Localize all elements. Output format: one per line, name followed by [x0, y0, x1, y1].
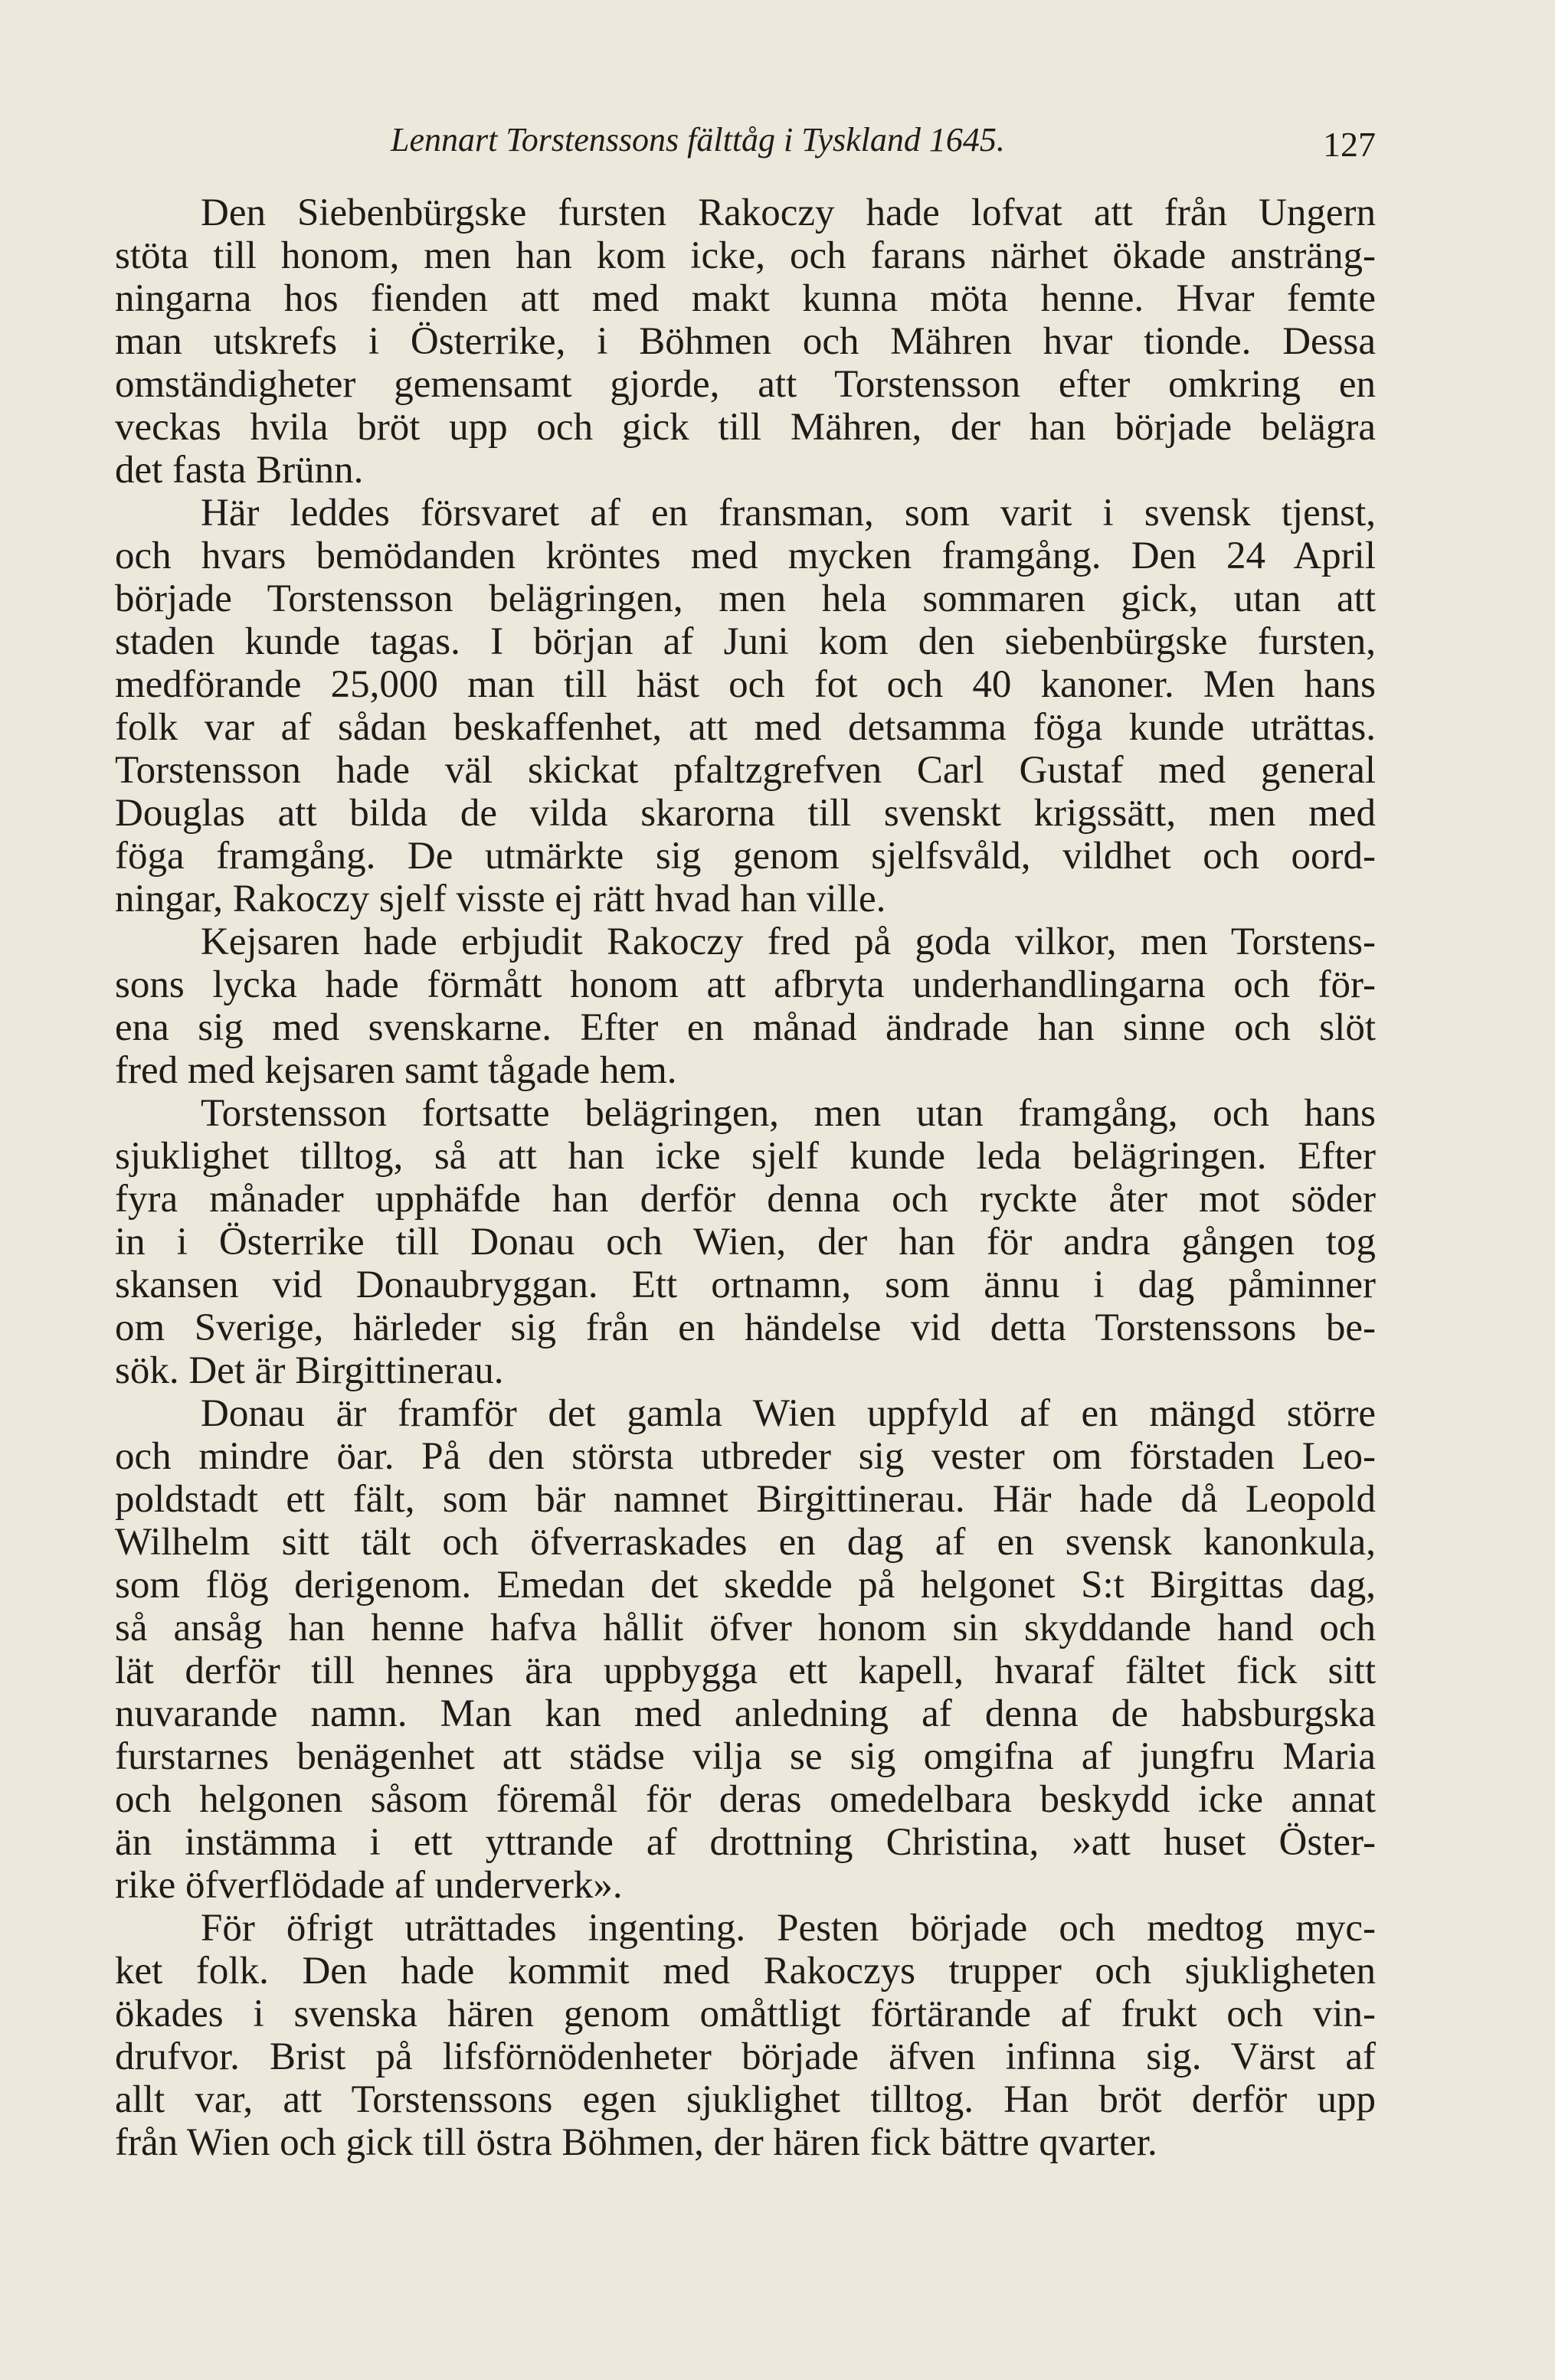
running-title: Lennart Torstenssons fälttåg i Tyskland 1645.	[391, 121, 1005, 159]
body-text	[115, 191, 1376, 2164]
text-line: Torstensson hade väl skickat pfaltzgrefven Carl Gustaf med general	[115, 749, 1376, 792]
text-line: lät derför till hennes ära uppbygga ett kapell, hvaraf fältet fick sitt	[115, 1649, 1376, 1692]
text-line: ningarna hos fienden att med makt kunna möta henne. Hvar femte	[115, 277, 1376, 320]
text-line: och helgonen såsom föremål för deras omedelbara beskydd icke annat	[115, 1778, 1376, 1821]
text-line: om Sverige, härleder sig från en händelse vid detta Torstenssons be-	[115, 1306, 1376, 1349]
page-header	[115, 113, 1376, 167]
page-number: 127	[1323, 125, 1376, 164]
text-line: furstarnes benägenhet att städse vilja se sig omgifna af jungfru Maria	[115, 1735, 1376, 1778]
text-line: Torstensson fortsatte belägringen, men utan framgång, och hans	[201, 1092, 1376, 1135]
paragraph	[115, 1392, 1376, 1907]
text-line: fyra månader upphäfde han derför denna och ryckte åter mot söder	[115, 1178, 1376, 1221]
text-line: som flög derigenom. Emedan det skedde på helgonet S:t Birgittas dag,	[115, 1564, 1376, 1607]
text-line: föga framgång. De utmärkte sig genom sjelfsvåld, vildhet och oord-	[115, 835, 1376, 878]
text-line: man utskrefs i Österrike, i Böhmen och Mähren hvar tionde. Dessa	[115, 320, 1376, 363]
text-line: medförande 25,000 man till häst och fot och 40 kanoner. Men hans	[115, 663, 1376, 706]
text-line: drufvor. Brist på lifsförnödenheter började äfven infinna sig. Värst af	[115, 2035, 1376, 2078]
text-line: nuvarande namn. Man kan med anledning af denna de habsburgska	[115, 1692, 1376, 1735]
text-line: sjuklighet tilltog, så att han icke sjelf kunde leda belägringen. Efter	[115, 1135, 1376, 1178]
text-line: skansen vid Donaubryggan. Ett ortnamn, som ännu i dag påminner	[115, 1264, 1376, 1306]
text-line: ökades i svenska hären genom omåttligt förtärande af frukt och vin-	[115, 1993, 1376, 2035]
text-line: veckas hvila bröt upp och gick till Mähren, der han började belägra	[115, 406, 1376, 449]
text-line: Douglas att bilda de vilda skarorna till svenskt krigssätt, men med	[115, 792, 1376, 835]
paragraph	[115, 1092, 1376, 1392]
text-line: stöta till honom, men han kom icke, och farans närhet ökade ansträng-	[115, 234, 1376, 277]
text-line: och hvars bemödanden kröntes med mycken framgång. Den 24 April	[115, 535, 1376, 577]
text-line: poldstadt ett fält, som bär namnet Birgittinerau. Här hade då Leopold	[115, 1478, 1376, 1521]
text-line: sök. Det är Birgittinerau.	[115, 1349, 504, 1392]
text-line: ena sig med svenskarne. Efter en månad ändrade han sinne och slöt	[115, 1006, 1376, 1049]
text-line: än instämma i ett yttrande af drottning Christina, »att huset Öster-	[115, 1821, 1376, 1864]
text-line: så ansåg han henne hafva hållit öfver honom sin skyddande hand och	[115, 1607, 1376, 1649]
text-line: började Torstensson belägringen, men hela sommaren gick, utan att	[115, 577, 1376, 620]
text-line: rike öfverflödade af underverk».	[115, 1864, 623, 1907]
text-line: från Wien och gick till östra Böhmen, der hären fick bättre qvarter.	[115, 2121, 1157, 2164]
text-line: det fasta Brünn.	[115, 449, 364, 492]
paragraph	[115, 920, 1376, 1092]
text-line: Donau är framför det gamla Wien uppfyld af en mängd större	[201, 1392, 1376, 1435]
text-line: fred med kejsaren samt tågade hem.	[115, 1049, 677, 1092]
text-line: Kejsaren hade erbjudit Rakoczy fred på goda vilkor, men Torstens-	[201, 920, 1376, 963]
text-line: Wilhelm sitt tält och öfverraskades en dag af en svensk kanonkula,	[115, 1521, 1376, 1564]
text-line: Den Siebenbürgske fursten Rakoczy hade lofvat att från Ungern	[201, 191, 1376, 234]
text-line: folk var af sådan beskaffenhet, att med detsamma föga kunde uträttas.	[115, 706, 1376, 749]
text-line: staden kunde tagas. I början af Juni kom den siebenbürgske fursten,	[115, 620, 1376, 663]
paragraph	[115, 492, 1376, 920]
text-line: ningar, Rakoczy sjelf visste ej rätt hvad han ville.	[115, 878, 886, 920]
text-line: omständigheter gemensamt gjorde, att Torstensson efter omkring en	[115, 363, 1376, 406]
paragraph	[115, 1907, 1376, 2164]
text-line: och mindre öar. På den största utbreder sig vester om förstaden Leo-	[115, 1435, 1376, 1478]
text-line: sons lycka hade förmått honom att afbryta underhandlingarna och för-	[115, 963, 1376, 1006]
paragraph	[115, 191, 1376, 492]
text-line: Här leddes försvaret af en fransman, som varit i svensk tjenst,	[201, 492, 1376, 535]
text-line: allt var, att Torstenssons egen sjuklighet tilltog. Han bröt derför upp	[115, 2078, 1376, 2121]
text-line: För öfrigt uträttades ingenting. Pesten började och medtog myc-	[201, 1907, 1376, 1950]
text-line: in i Österrike till Donau och Wien, der han för andra gången tog	[115, 1221, 1376, 1264]
text-line: ket folk. Den hade kommit med Rakoczys trupper och sjukligheten	[115, 1950, 1376, 1993]
